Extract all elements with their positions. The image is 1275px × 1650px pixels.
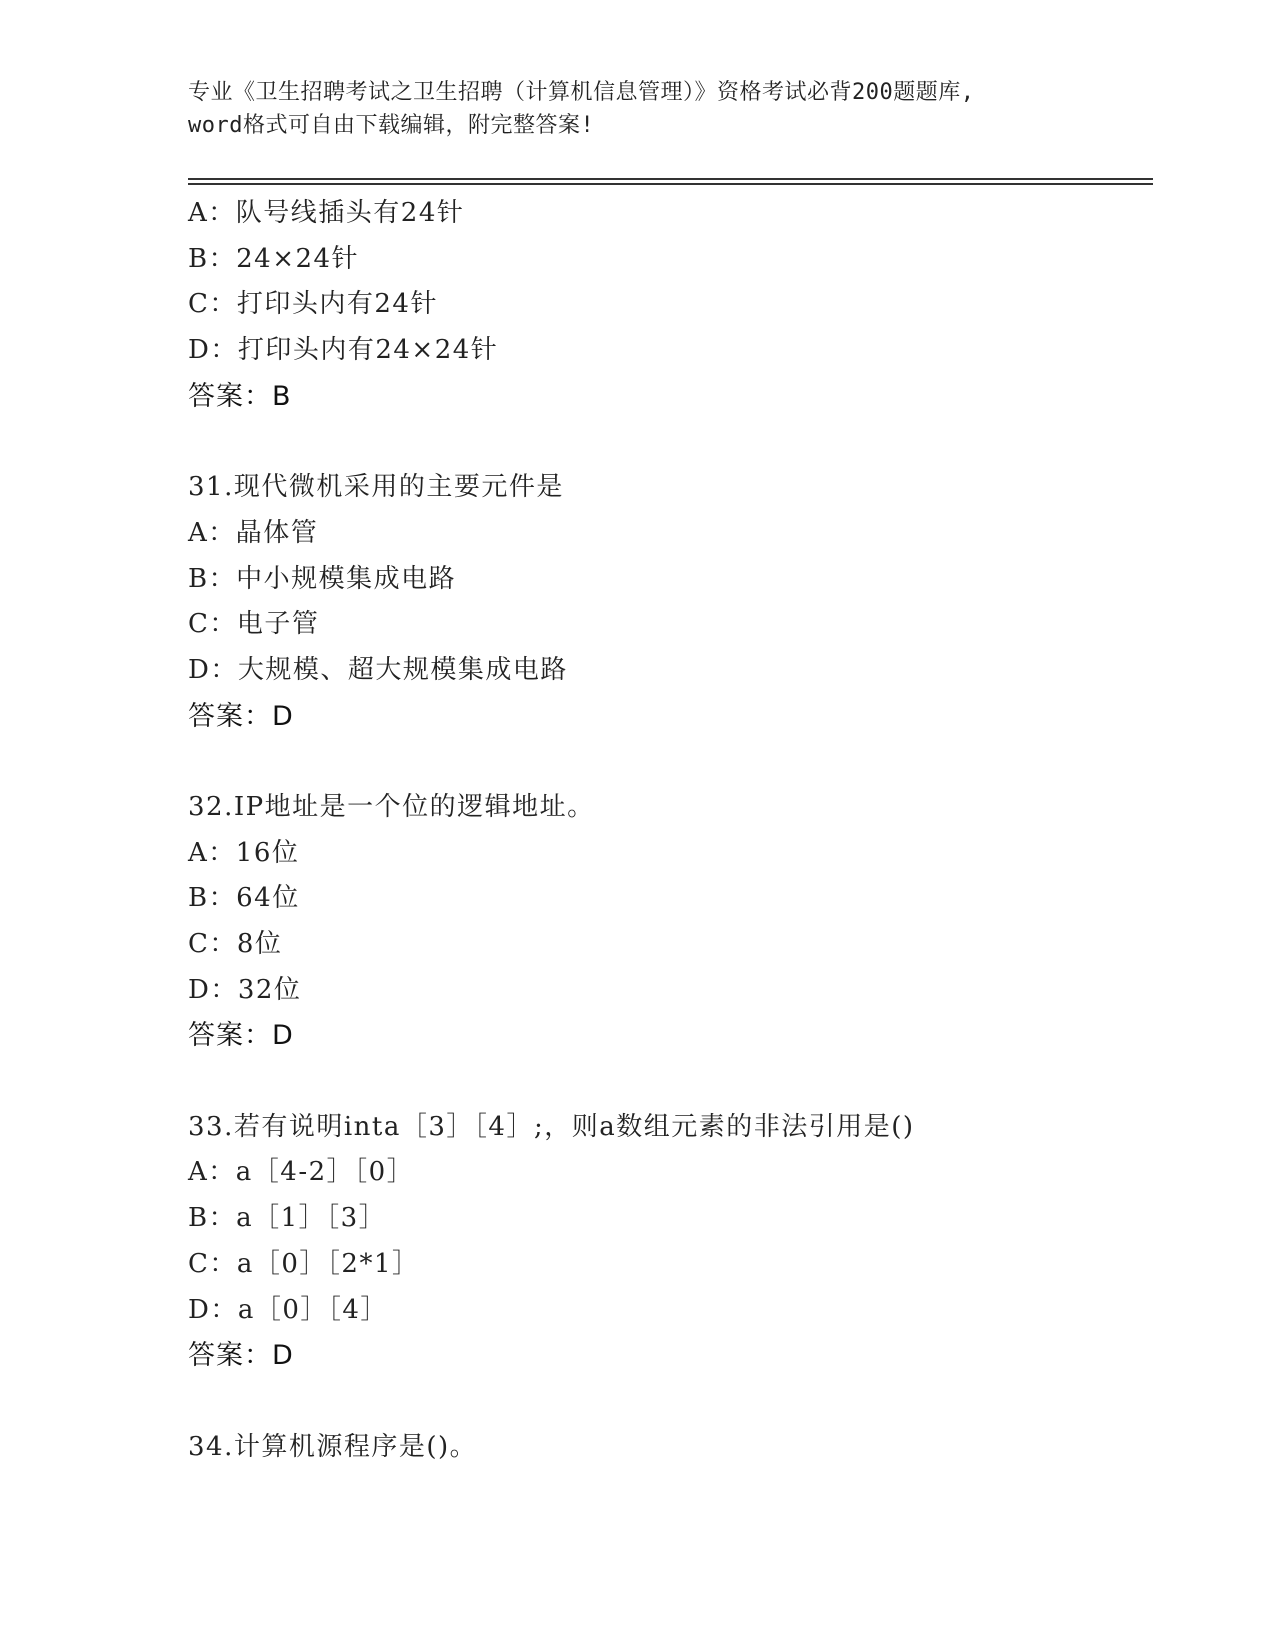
header-title-line-2: word格式可自由下载编辑，附完整答案!	[188, 113, 595, 138]
spacer	[188, 1059, 1148, 1105]
option-c: C：8位	[188, 929, 283, 959]
question-32-block	[188, 785, 1148, 1059]
option-d: D：打印头内有24×24针	[188, 335, 499, 366]
answer-label: 答案：D	[188, 1340, 294, 1372]
question-text: 33.若有说明inta［3］［4］;，则a数组元素的非法引用是()	[188, 1111, 915, 1142]
option-c: C：电子管	[188, 609, 320, 640]
option-a: A：a［4-2］［0］	[188, 1157, 415, 1188]
option-b: B：64位	[188, 883, 300, 914]
question-text: 32.IP地址是一个位的逻辑地址。	[188, 791, 595, 822]
spacer	[188, 419, 1148, 465]
spacer	[188, 739, 1148, 785]
option-a: A：队号线插头有24针	[188, 198, 465, 228]
document-header	[188, 76, 1088, 142]
spacer	[188, 1379, 1148, 1425]
question-33-block	[188, 1105, 1148, 1379]
option-b: B：中小规模集成电路	[188, 563, 457, 594]
option-c: C：a［0］［2*1］	[188, 1248, 420, 1279]
header-title-line-1: 专业《卫生招聘考试之卫生招聘（计算机信息管理）》资格考试必背200题题库,	[188, 80, 975, 105]
option-b: B：24×24针	[188, 243, 360, 274]
answer-label: 答案：B	[188, 380, 292, 412]
answer-label: 答案：D	[188, 700, 294, 732]
option-a: A：晶体管	[188, 517, 319, 548]
option-a: A：16位	[188, 837, 300, 868]
option-d: D：32位	[188, 974, 302, 1005]
question-31-block	[188, 465, 1148, 739]
option-d: D：大规模、超大规模集成电路	[188, 654, 568, 685]
question-34-block	[188, 1425, 1148, 1471]
question-text: 34.计算机源程序是()。	[188, 1431, 478, 1462]
option-c: C：打印头内有24针	[188, 289, 438, 320]
question-text: 31.现代微机采用的主要元件是	[188, 472, 564, 503]
header-divider-top	[188, 178, 1153, 180]
question-30-block	[188, 191, 1148, 419]
option-d: D：a［0］［4］	[188, 1294, 388, 1325]
answer-label: 答案：D	[188, 1020, 294, 1052]
option-b: B：a［1］［3］	[188, 1203, 387, 1234]
question-list	[188, 191, 1148, 1470]
header-divider-bottom	[188, 183, 1153, 185]
